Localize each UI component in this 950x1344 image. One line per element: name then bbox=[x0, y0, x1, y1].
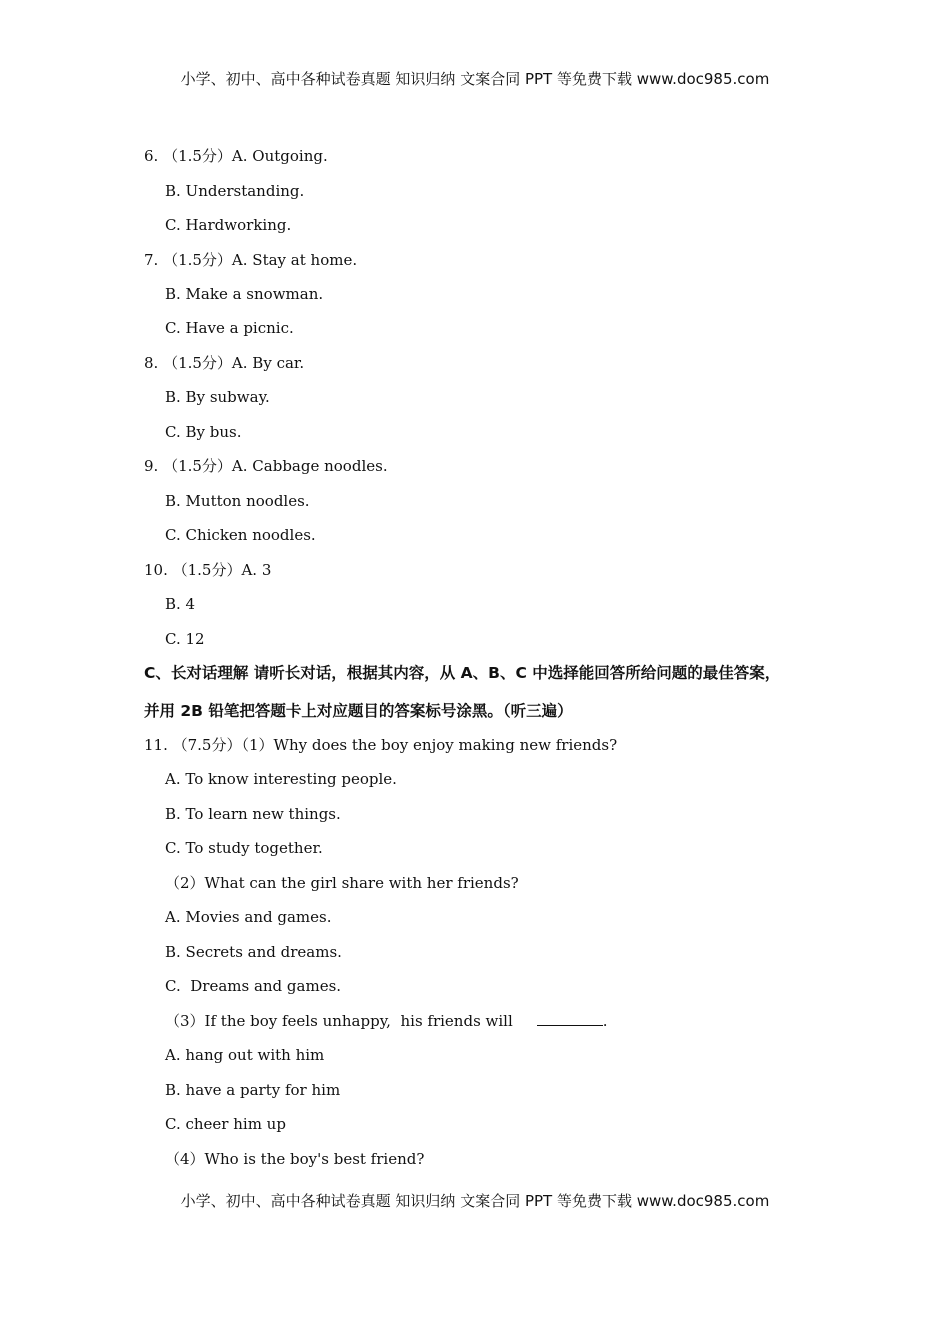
q10-option-c: C. 12 bbox=[165, 630, 205, 648]
q9-option-c: C. Chicken noodles. bbox=[165, 526, 316, 544]
q7-option-c: C. Have a picnic. bbox=[165, 319, 294, 337]
page-footer: 小学、初中、高中各种试卷真题 知识归纳 文案合同 PPT 等免费下载 www.doc985.com bbox=[180, 1192, 770, 1210]
section-c-heading: C、长对话理解 请听长对话，根据其内容，从 A、B、C 中选择能回答所给问题的最佳答案， bbox=[144, 664, 781, 682]
q6-stem: 6. （1.5分）A. Outgoing. bbox=[144, 147, 328, 165]
q10-stem: 10. （1.5分）A. 3 bbox=[144, 561, 272, 579]
q11-3-option-a: A. hang out with him bbox=[165, 1046, 325, 1064]
q6-option-c: C. Hardworking. bbox=[165, 216, 292, 234]
q8-option-c: C. By bus. bbox=[165, 423, 242, 441]
q11-1-option-a: A. To know interesting people. bbox=[165, 770, 397, 788]
q11-2-stem: （2）What can the girl share with her friends? bbox=[165, 874, 519, 892]
q11-2-option-b: B. Secrets and dreams. bbox=[165, 943, 342, 961]
q7-option-b: B. Make a snowman. bbox=[165, 285, 324, 303]
q11-1-option-b: B. To learn new things. bbox=[165, 805, 341, 823]
q9-stem: 9. （1.5分）A. Cabbage noodles. bbox=[144, 457, 388, 475]
q11-3-option-b: B. have a party for him bbox=[165, 1081, 341, 1099]
q9-option-b: B. Mutton noodles. bbox=[165, 492, 310, 510]
q11-2-option-a: A. Movies and games. bbox=[165, 908, 332, 926]
q11-4-stem: （4）Who is the boy's best friend? bbox=[165, 1150, 425, 1168]
q11-3-stem-text: （3）If the boy feels unhappy, his friends will bbox=[165, 1012, 513, 1030]
q11-3-stem-period: . bbox=[602, 1012, 608, 1030]
q8-stem: 8. （1.5分）A. By car. bbox=[144, 354, 305, 372]
q11-3-option-c: C. cheer him up bbox=[165, 1115, 286, 1133]
q11-stem: 11. （7.5分）（1）Why does the boy enjoy making new friends? bbox=[144, 736, 618, 754]
q8-option-b: B. By subway. bbox=[165, 388, 270, 406]
page-header: 小学、初中、高中各种试卷真题 知识归纳 文案合同 PPT 等免费下载 www.doc985.com bbox=[180, 70, 770, 88]
answer-blank bbox=[537, 1011, 603, 1026]
q11-1-option-c: C. To study together. bbox=[165, 839, 323, 857]
q11-2-option-c: C. Dreams and games. bbox=[165, 977, 342, 995]
q7-stem: 7. （1.5分）A. Stay at home. bbox=[144, 251, 358, 269]
q6-option-b: B. Understanding. bbox=[165, 182, 305, 200]
q10-option-b: B. 4 bbox=[165, 595, 196, 613]
section-c-instruction: 并用 2B 铅笔把答题卡上对应题目的答案标号涂黑。（听三遍） bbox=[144, 702, 573, 720]
q11-3-stem bbox=[165, 1011, 608, 1031]
